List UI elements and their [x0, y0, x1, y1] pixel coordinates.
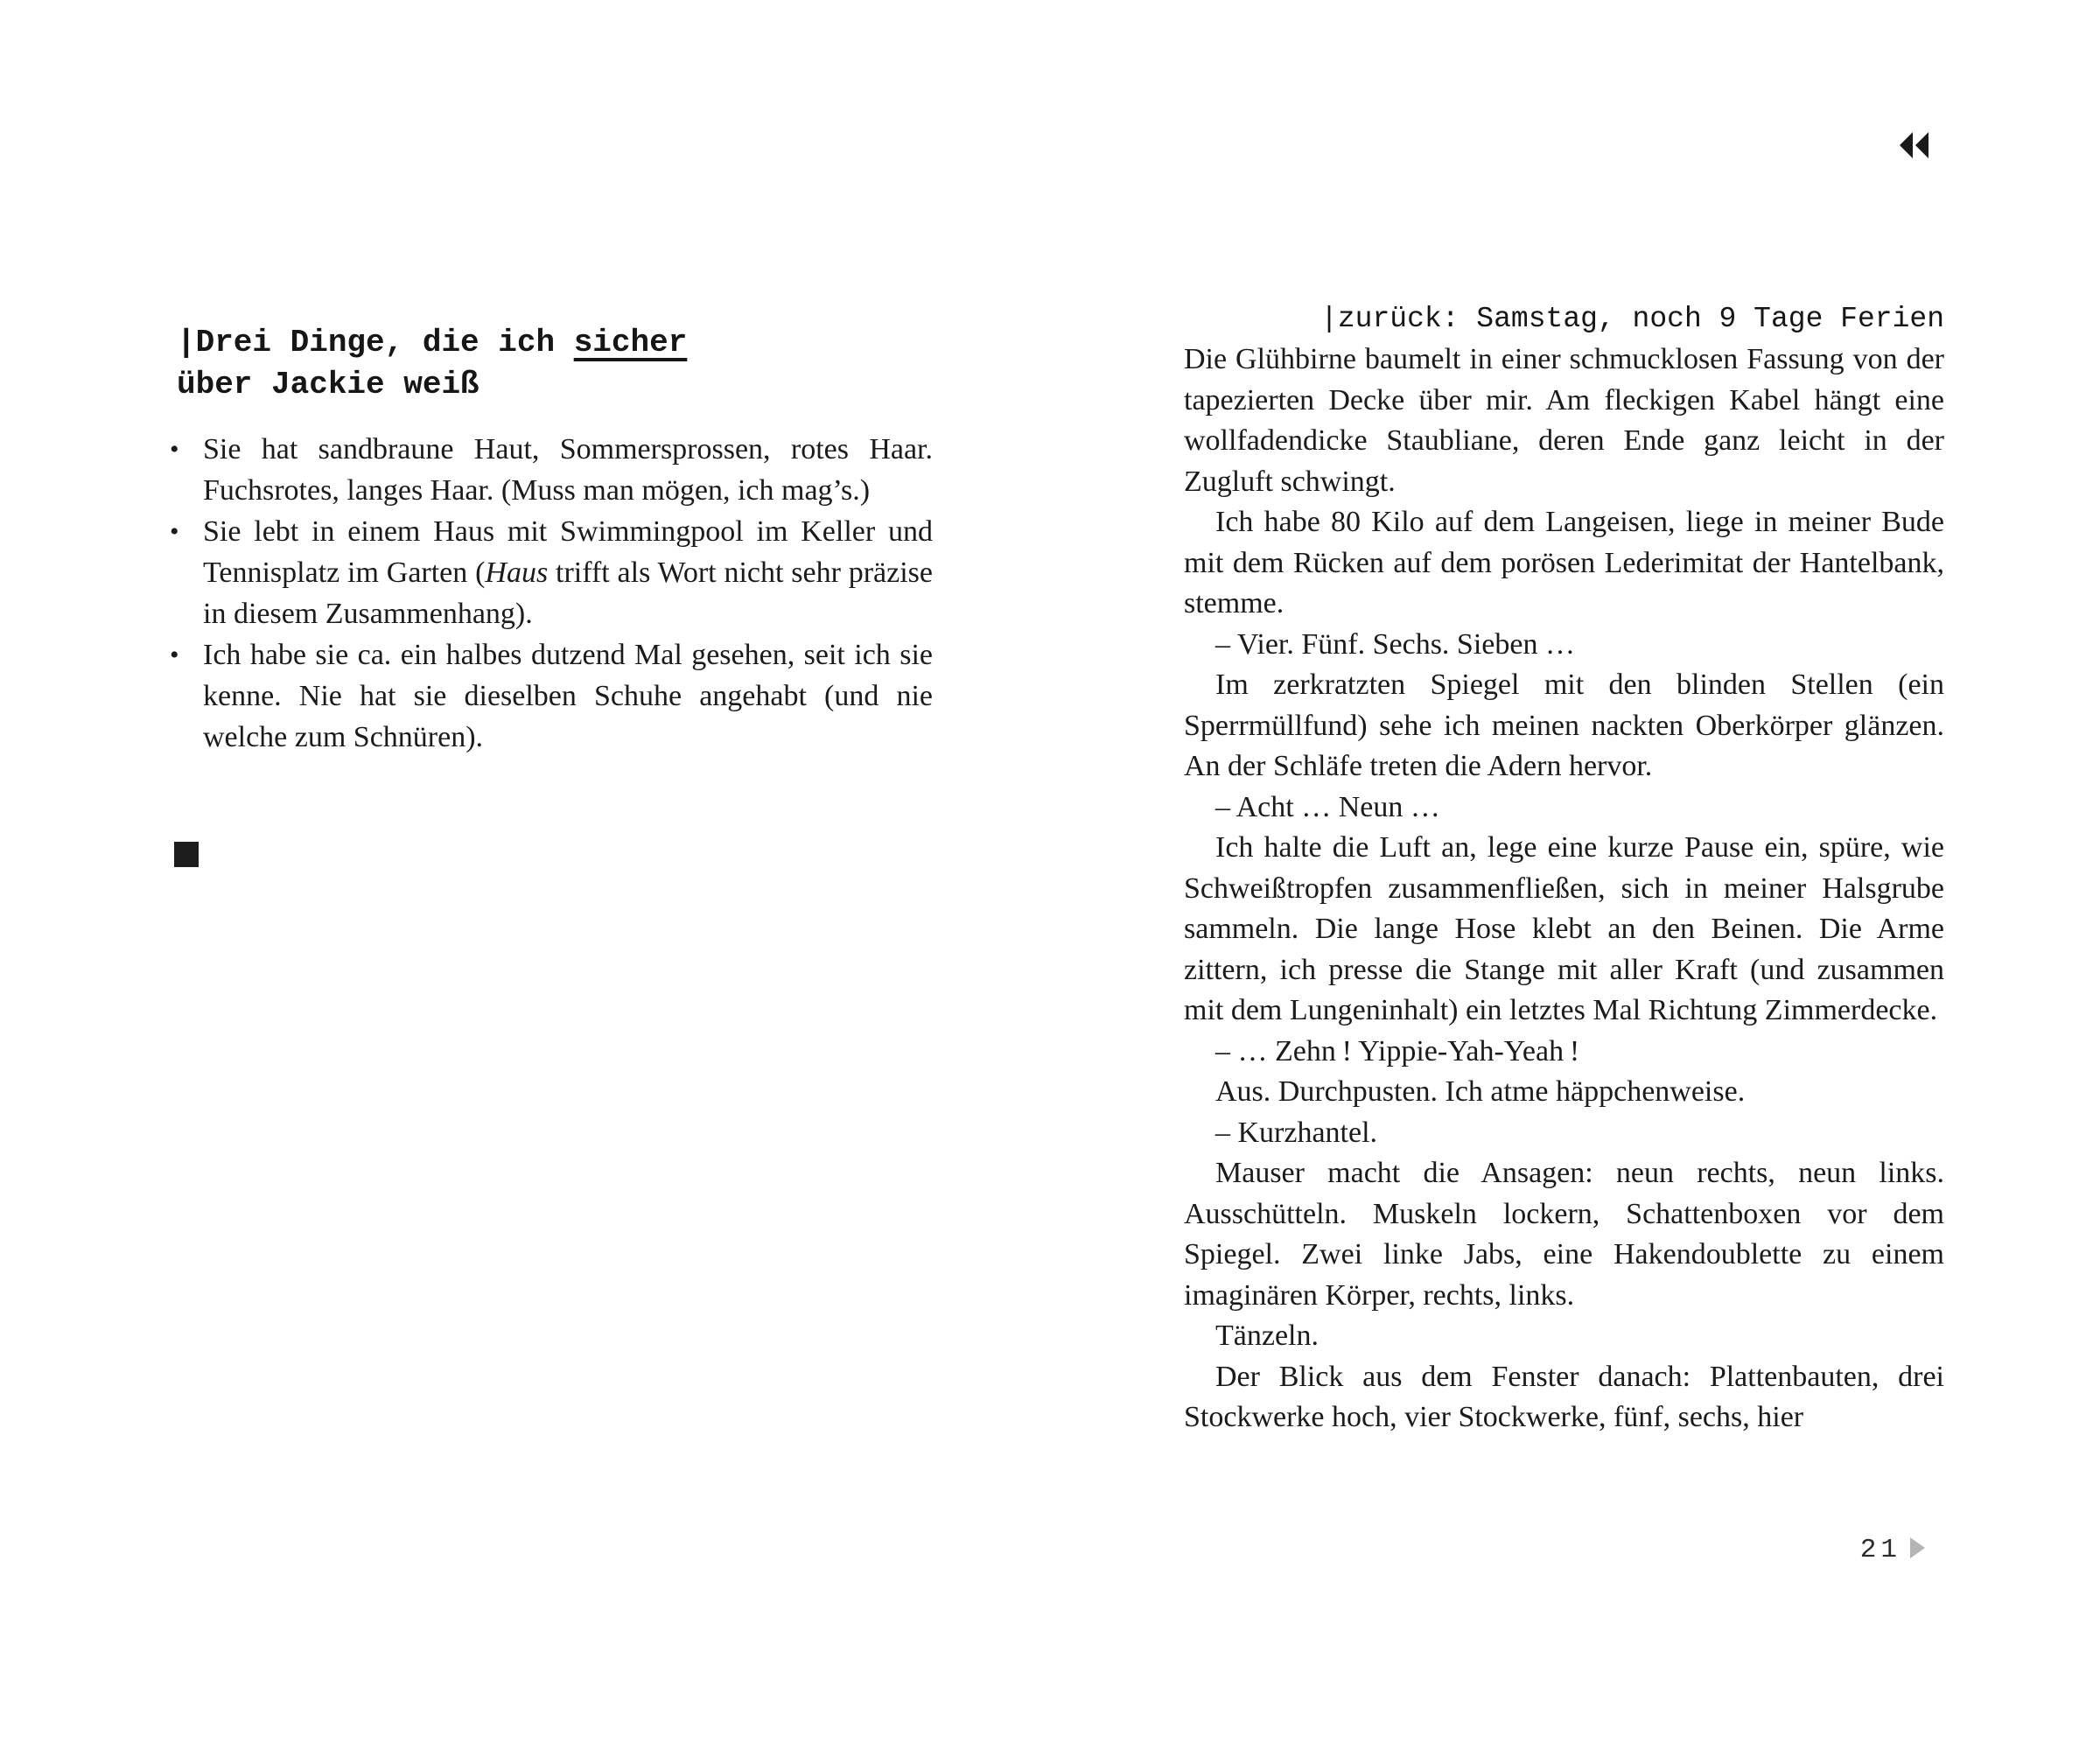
- body-paragraph: Der Blick aus dem Fenster danach: Plattenbauten, drei Stockwerke hoch, vier Stockwerke, fünf, sechs, hier: [1184, 1360, 1944, 1433]
- bullet-icon: •: [170, 435, 179, 464]
- list-item-text-post: trifft als Wort nicht sehr präzise in diesem Zusammenhang).: [203, 556, 933, 630]
- body-paragraph: – Kurzhantel.: [1215, 1116, 1378, 1149]
- bullet-icon: •: [170, 640, 179, 669]
- bullet-icon: •: [170, 517, 179, 546]
- body-paragraph: – Vier. Fünf. Sechs. Sieben …: [1215, 627, 1575, 661]
- chapter-heading: [177, 322, 687, 406]
- page-number: 21: [1859, 1535, 1901, 1565]
- body-paragraph: Im zerkratzten Spiegel mit den blinden Stellen (ein Sperrmüllfund) sehe ich meinen nackten Oberkörper glänzen. An der Schläfe treten die Adern hervor.: [1184, 668, 1944, 782]
- heading-line2: über Jackie weiß: [177, 366, 480, 402]
- heading-line1-pre: |Drei Dinge, die ich: [177, 324, 574, 360]
- body-paragraph: Ich habe 80 Kilo auf dem Langeisen, liege in meiner Bude mit dem Rücken auf dem porösen Lederimitat der Hantelbank, stemme.: [1184, 506, 1944, 620]
- list-item-text-pre: Sie lebt in einem Haus mit Swimmingpool im Keller und Tennisplatz im Garten (: [203, 515, 933, 589]
- body-paragraph: Tänzeln.: [1215, 1320, 1319, 1352]
- page-footer: [1184, 1530, 1944, 1571]
- list-item-text: Ich habe sie ca. ein halbes dutzend Mal gesehen, seit ich sie kenne. Nie hat sie dieselben Schuhe angehabt (und nie welche zum Schnüren).: [203, 639, 933, 753]
- body-paragraph: – Acht … Neun …: [1215, 790, 1440, 823]
- heading-underlined-word: sicher: [573, 324, 688, 360]
- section-header: |zurück: Samstag, noch 9 Tage Ferien: [1320, 303, 1944, 335]
- body-text: [1184, 340, 1944, 1438]
- section-end-marker-icon: [174, 842, 199, 867]
- body-paragraph: Aus. Durchpusten. Ich atme häppchenweise.: [1215, 1075, 1746, 1108]
- bullet-list: [170, 429, 933, 758]
- list-item-text: Sie hat sandbraune Haut, Sommersprossen, rotes Haar. Fuchsrotes, langes Haar. (Muss man mögen, ich mag’s.): [203, 433, 933, 507]
- list-item-text-italic: Haus: [485, 556, 549, 589]
- body-paragraph: Mauser macht die Ansagen: neun rechts, neun links. Ausschütteln. Muskeln lockern, Schattenboxen vor dem Spiegel. Zwei linke Jabs, eine Hakendoublette zu einem imaginären Körper, rechts, links.: [1184, 1157, 1944, 1312]
- list-item: [170, 634, 933, 758]
- body-paragraph: Ich halte die Luft an, lege eine kurze Pause ein, spüre, wie Schweißtropfen zusammenfließen, sich in meiner Halsgrube sammeln. Die lange Hose klebt an den Beinen. Die Arme zittern, ich presse die Stange mit aller Kraft (und zusammen mit dem Lungeninhalt) ein letztes Mal Richtung Zimmerdecke.: [1184, 831, 1944, 1026]
- body-paragraph: Die Glühbirne baumelt in einer schmucklosen Fassung von der tapezierten Decke über mir. Am fleckigen Kabel hängt eine wollfadendicke Staubliane, deren Ende ganz leicht in der Zugluft schwingt.: [1184, 343, 1944, 498]
- list-item: [170, 511, 933, 634]
- rewind-icon[interactable]: [1899, 130, 1930, 160]
- list-item: [170, 429, 933, 511]
- list-item-text: [203, 515, 933, 630]
- next-page-icon[interactable]: [1910, 1537, 1925, 1558]
- body-paragraph: – … Zehn ! Yippie-Yah-Yeah !: [1215, 1034, 1580, 1068]
